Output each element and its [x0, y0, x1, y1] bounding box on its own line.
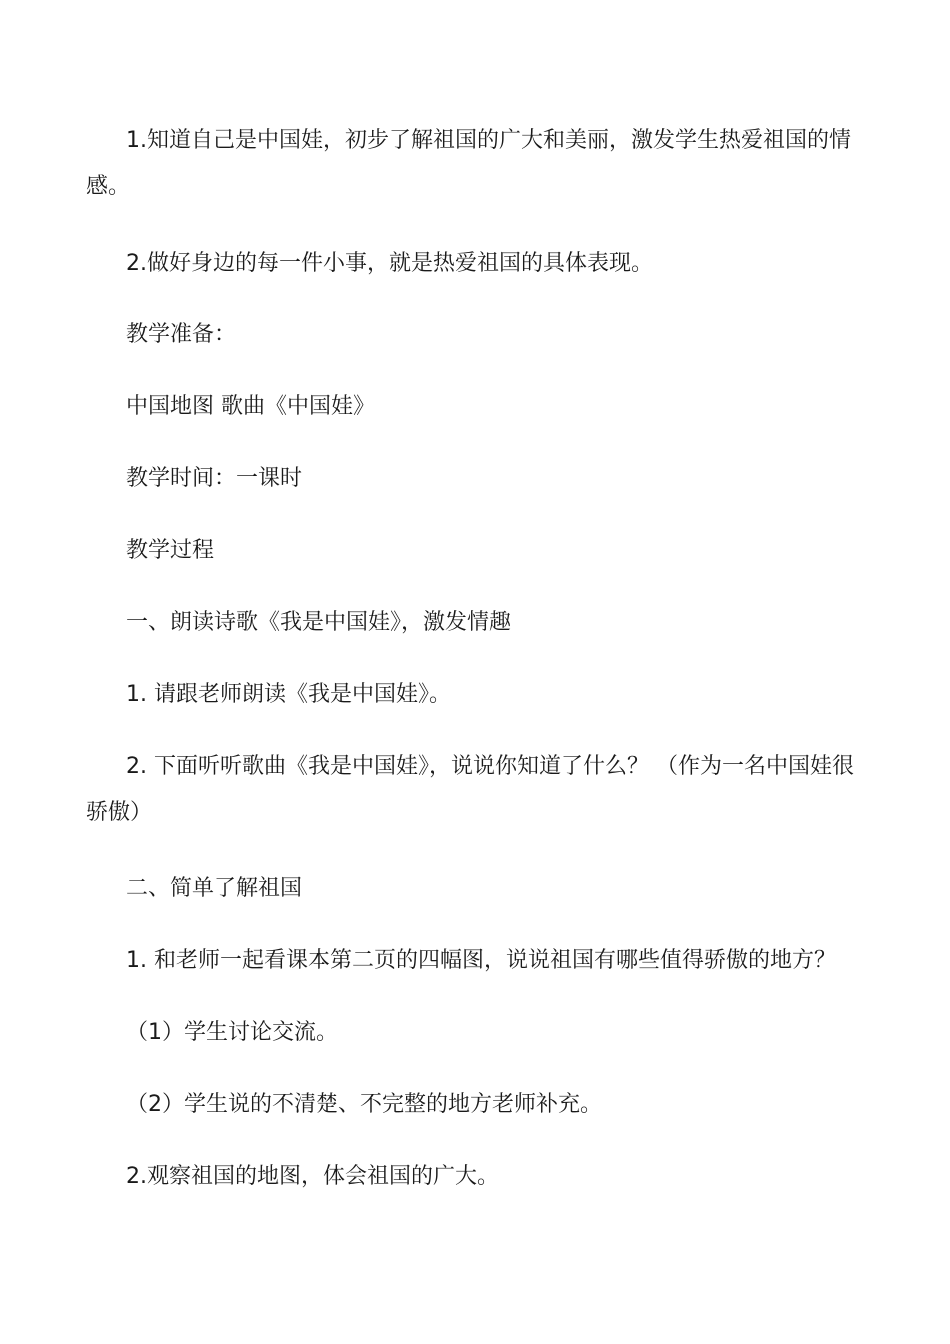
- section-2-substep-1: （1）学生讨论交流。: [126, 1020, 338, 1045]
- section-2-step-1: 1. 和老师一起看课本第二页的四幅图，说说祖国有哪些值得骄傲的地方？: [126, 948, 836, 973]
- teaching-time: 教学时间：一课时: [126, 466, 303, 491]
- section-1-heading: 一、朗读诗歌《我是中国娃》，激发情趣: [126, 610, 512, 635]
- section-2-step-2: 2.观察祖国的地图，体会祖国的广大。: [126, 1164, 499, 1189]
- section-2-heading: 二、简单了解祖国: [126, 876, 303, 901]
- section-1-step-1: 1. 请跟老师朗读《我是中国娃》。: [126, 682, 451, 707]
- heading-preparation: 教学准备：: [126, 322, 237, 347]
- section-2-substep-2: （2）学生说的不清楚、不完整的地方老师补充。: [126, 1092, 602, 1117]
- heading-process: 教学过程: [126, 538, 215, 563]
- objective-1: 1.知道自己是中国娃，初步了解祖国的广大和美丽，激发学生热爱祖国的情感。: [86, 128, 851, 199]
- section-1-step-2: 2. 下面听听歌曲《我是中国娃》，说说你知道了什么？ （作为一名中国娃很骄傲）: [86, 754, 854, 825]
- objective-2: 2.做好身边的每一件小事，就是热爱祖国的具体表现。: [126, 251, 653, 276]
- preparation-items: 中国地图 歌曲《中国娃》: [126, 394, 375, 419]
